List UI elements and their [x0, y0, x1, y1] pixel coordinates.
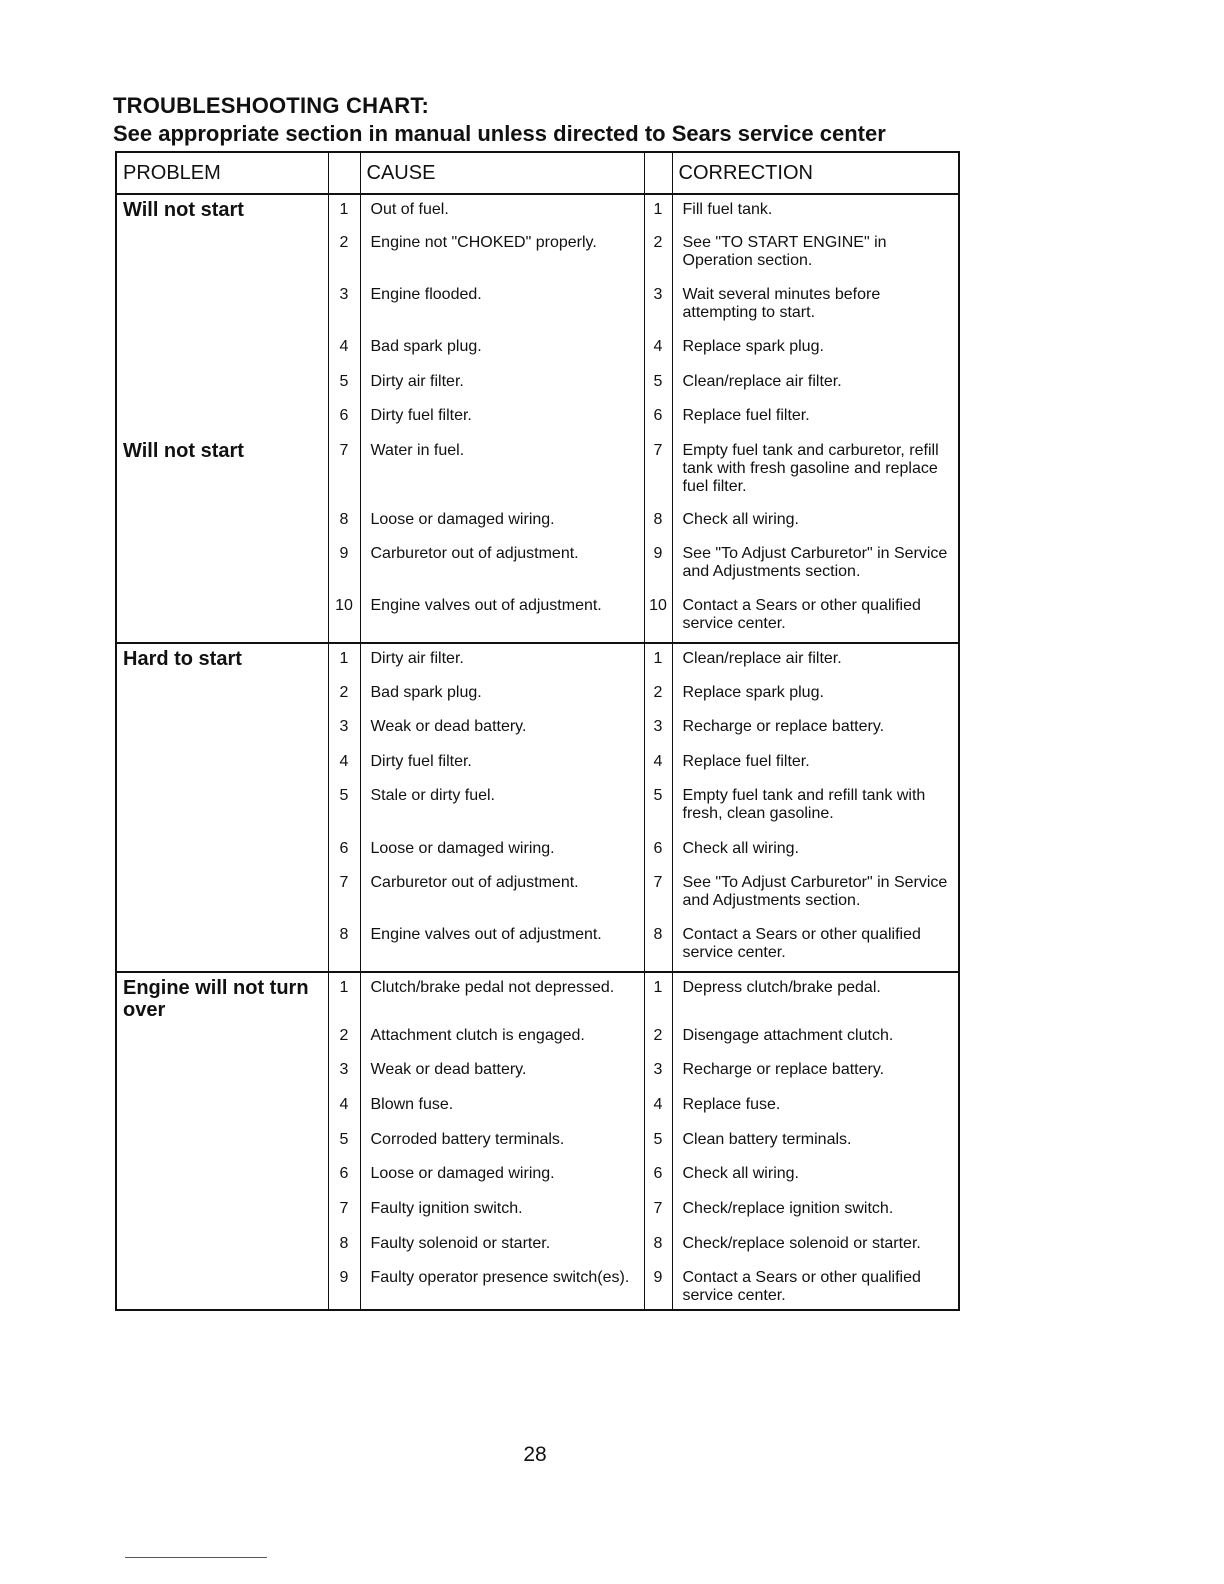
problem-cell — [116, 1055, 328, 1090]
table-row — [116, 1194, 959, 1229]
correction-text: Fill fuel tank. — [672, 194, 959, 228]
cause-text: Blown fuse. — [360, 1090, 644, 1125]
correction-text: Check all wiring. — [672, 834, 959, 868]
problem-cell — [116, 712, 328, 747]
cause-number: 2 — [328, 228, 360, 280]
problem-group — [116, 972, 959, 1310]
cause-number: 6 — [328, 401, 360, 436]
problem-cell — [116, 1021, 328, 1055]
correction-text: Empty fuel tank and carburetor, refill tank with fresh gasoline and replace fuel filter. — [672, 436, 959, 505]
cause-number: 5 — [328, 1125, 360, 1159]
cause-number: 4 — [328, 332, 360, 367]
chart-title: TROUBLESHOOTING CHART: — [113, 93, 430, 118]
table-row — [116, 436, 959, 505]
correction-text: Clean/replace air filter. — [672, 367, 959, 401]
cause-text: Faulty ignition switch. — [360, 1194, 644, 1229]
problem-cell — [116, 539, 328, 591]
problem-cell — [116, 1263, 328, 1310]
correction-number: 5 — [644, 1125, 672, 1159]
problem-cell — [116, 747, 328, 781]
correction-number: 7 — [644, 868, 672, 920]
cause-number-header — [328, 152, 360, 194]
correction-text: See "To Adjust Carburetor" in Service and Adjustments section. — [672, 539, 959, 591]
table-row — [116, 781, 959, 834]
correction-text: Recharge or replace battery. — [672, 1055, 959, 1090]
table-row — [116, 920, 959, 972]
correction-number-header — [644, 152, 672, 194]
problem-cell: Engine will not turn over — [116, 972, 328, 1021]
table-row — [116, 678, 959, 712]
page-number: 28 — [523, 1443, 547, 1466]
table-row — [116, 367, 959, 401]
cause-number: 3 — [328, 280, 360, 332]
correction-number: 2 — [644, 678, 672, 712]
cause-text: Out of fuel. — [360, 194, 644, 228]
problem-cell — [116, 1159, 328, 1194]
correction-text: Check/replace solenoid or starter. — [672, 1229, 959, 1263]
table-row — [116, 1159, 959, 1194]
problem-cell — [116, 1125, 328, 1159]
table-row — [116, 228, 959, 280]
cause-text: Loose or damaged wiring. — [360, 505, 644, 539]
cause-text: Water in fuel. — [360, 436, 644, 505]
correction-number: 4 — [644, 1090, 672, 1125]
correction-number: 7 — [644, 436, 672, 505]
cause-text: Weak or dead battery. — [360, 1055, 644, 1090]
cause-number: 2 — [328, 678, 360, 712]
problem-cell — [116, 1229, 328, 1263]
table-row — [116, 332, 959, 367]
cause-number: 8 — [328, 920, 360, 972]
cause-number: 7 — [328, 436, 360, 505]
correction-text: Recharge or replace battery. — [672, 712, 959, 747]
cause-number: 4 — [328, 747, 360, 781]
troubleshooting-table — [115, 151, 960, 1311]
table-row — [116, 834, 959, 868]
cause-text: Engine valves out of adjustment. — [360, 591, 644, 643]
cause-number: 5 — [328, 367, 360, 401]
cause-text: Faulty solenoid or starter. — [360, 1229, 644, 1263]
table-row — [116, 643, 959, 678]
cause-text: Bad spark plug. — [360, 332, 644, 367]
problem-group — [116, 194, 959, 643]
problem-cell — [116, 678, 328, 712]
correction-text: Contact a Sears or other qualified service center. — [672, 591, 959, 643]
cause-number: 7 — [328, 1194, 360, 1229]
correction-number: 2 — [644, 1021, 672, 1055]
correction-text: Contact a Sears or other qualified service center. — [672, 1263, 959, 1310]
cause-text: Engine flooded. — [360, 280, 644, 332]
cause-text: Loose or damaged wiring. — [360, 834, 644, 868]
correction-text: Replace fuse. — [672, 1090, 959, 1125]
cause-text: Stale or dirty fuel. — [360, 781, 644, 834]
correction-number: 4 — [644, 747, 672, 781]
correction-number: 2 — [644, 228, 672, 280]
table-row — [116, 1263, 959, 1310]
correction-text: Check all wiring. — [672, 505, 959, 539]
correction-text: Replace spark plug. — [672, 332, 959, 367]
correction-number: 3 — [644, 712, 672, 747]
problem-cell: Hard to start — [116, 643, 328, 678]
problem-cell — [116, 280, 328, 332]
table-row — [116, 868, 959, 920]
correction-number: 5 — [644, 367, 672, 401]
problem-cell — [116, 401, 328, 436]
footer-rule — [125, 1557, 267, 1558]
table-row — [116, 1055, 959, 1090]
correction-text: Contact a Sears or other qualified service center. — [672, 920, 959, 972]
problem-cell — [116, 332, 328, 367]
cause-number: 7 — [328, 868, 360, 920]
header-row — [116, 152, 959, 194]
problem-cell — [116, 367, 328, 401]
problem-header: PROBLEM — [116, 152, 328, 194]
correction-text: Replace fuel filter. — [672, 747, 959, 781]
problem-cell — [116, 591, 328, 643]
correction-number: 6 — [644, 834, 672, 868]
cause-text: Carburetor out of adjustment. — [360, 868, 644, 920]
cause-text: Faulty operator presence switch(es). — [360, 1263, 644, 1310]
problem-cell — [116, 1090, 328, 1125]
cause-number: 9 — [328, 539, 360, 591]
cause-text: Weak or dead battery. — [360, 712, 644, 747]
correction-text: Wait several minutes before attempting to start. — [672, 280, 959, 332]
correction-number: 8 — [644, 1229, 672, 1263]
correction-text: See "TO START ENGINE" in Operation section. — [672, 228, 959, 280]
cause-text: Loose or damaged wiring. — [360, 1159, 644, 1194]
table-row — [116, 505, 959, 539]
correction-number: 8 — [644, 505, 672, 539]
cause-number: 8 — [328, 505, 360, 539]
cause-text: Clutch/brake pedal not depressed. — [360, 972, 644, 1021]
cause-text: Bad spark plug. — [360, 678, 644, 712]
correction-number: 8 — [644, 920, 672, 972]
cause-text: Engine valves out of adjustment. — [360, 920, 644, 972]
cause-number: 1 — [328, 194, 360, 228]
cause-header: CAUSE — [360, 152, 644, 194]
problem-cell — [116, 505, 328, 539]
cause-text: Dirty air filter. — [360, 643, 644, 678]
table-row — [116, 539, 959, 591]
correction-number: 6 — [644, 401, 672, 436]
cause-text: Carburetor out of adjustment. — [360, 539, 644, 591]
correction-text: Clean/replace air filter. — [672, 643, 959, 678]
correction-number: 1 — [644, 643, 672, 678]
cause-number: 5 — [328, 781, 360, 834]
cause-number: 2 — [328, 1021, 360, 1055]
cause-text: Dirty fuel filter. — [360, 401, 644, 436]
problem-cell — [116, 868, 328, 920]
correction-text: Depress clutch/brake pedal. — [672, 972, 959, 1021]
table-row — [116, 1021, 959, 1055]
correction-number: 6 — [644, 1159, 672, 1194]
table-row — [116, 280, 959, 332]
correction-text: See "To Adjust Carburetor" in Service and Adjustments section. — [672, 868, 959, 920]
table-row — [116, 401, 959, 436]
table-row — [116, 1125, 959, 1159]
cause-number: 3 — [328, 712, 360, 747]
cause-number: 6 — [328, 1159, 360, 1194]
correction-number: 4 — [644, 332, 672, 367]
correction-number: 3 — [644, 1055, 672, 1090]
correction-text: Disengage attachment clutch. — [672, 1021, 959, 1055]
problem-cell — [116, 920, 328, 972]
correction-number: 5 — [644, 781, 672, 834]
chart-subtitle: See appropriate section in manual unless directed to Sears service center — [113, 121, 886, 146]
correction-number: 9 — [644, 1263, 672, 1310]
correction-text: Replace fuel filter. — [672, 401, 959, 436]
problem-cell — [116, 228, 328, 280]
table-row — [116, 1229, 959, 1263]
cause-number: 9 — [328, 1263, 360, 1310]
correction-number: 3 — [644, 280, 672, 332]
correction-header: CORRECTION — [672, 152, 959, 194]
correction-text: Clean battery terminals. — [672, 1125, 959, 1159]
problem-group — [116, 643, 959, 972]
correction-number: 7 — [644, 1194, 672, 1229]
correction-text: Check/replace ignition switch. — [672, 1194, 959, 1229]
correction-text: Replace spark plug. — [672, 678, 959, 712]
problem-cell — [116, 834, 328, 868]
correction-text: Empty fuel tank and refill tank with fresh, clean gasoline. — [672, 781, 959, 834]
table-row — [116, 712, 959, 747]
cause-number: 1 — [328, 643, 360, 678]
table-row — [116, 1090, 959, 1125]
cause-number: 3 — [328, 1055, 360, 1090]
correction-number: 9 — [644, 539, 672, 591]
cause-text: Engine not "CHOKED" properly. — [360, 228, 644, 280]
correction-number: 1 — [644, 194, 672, 228]
cause-text: Corroded battery terminals. — [360, 1125, 644, 1159]
problem-cell — [116, 781, 328, 834]
cause-number: 1 — [328, 972, 360, 1021]
problem-cell: Will not start — [116, 436, 328, 505]
cause-number: 4 — [328, 1090, 360, 1125]
table-row — [116, 591, 959, 643]
table-row — [116, 972, 959, 1021]
correction-text: Check all wiring. — [672, 1159, 959, 1194]
cause-number: 6 — [328, 834, 360, 868]
problem-cell: Will not start — [116, 194, 328, 228]
correction-number: 1 — [644, 972, 672, 1021]
correction-number: 10 — [644, 591, 672, 643]
table-row — [116, 747, 959, 781]
cause-number: 10 — [328, 591, 360, 643]
cause-number: 8 — [328, 1229, 360, 1263]
cause-text: Dirty fuel filter. — [360, 747, 644, 781]
cause-text: Dirty air filter. — [360, 367, 644, 401]
cause-text: Attachment clutch is engaged. — [360, 1021, 644, 1055]
problem-cell — [116, 1194, 328, 1229]
table-row — [116, 194, 959, 228]
